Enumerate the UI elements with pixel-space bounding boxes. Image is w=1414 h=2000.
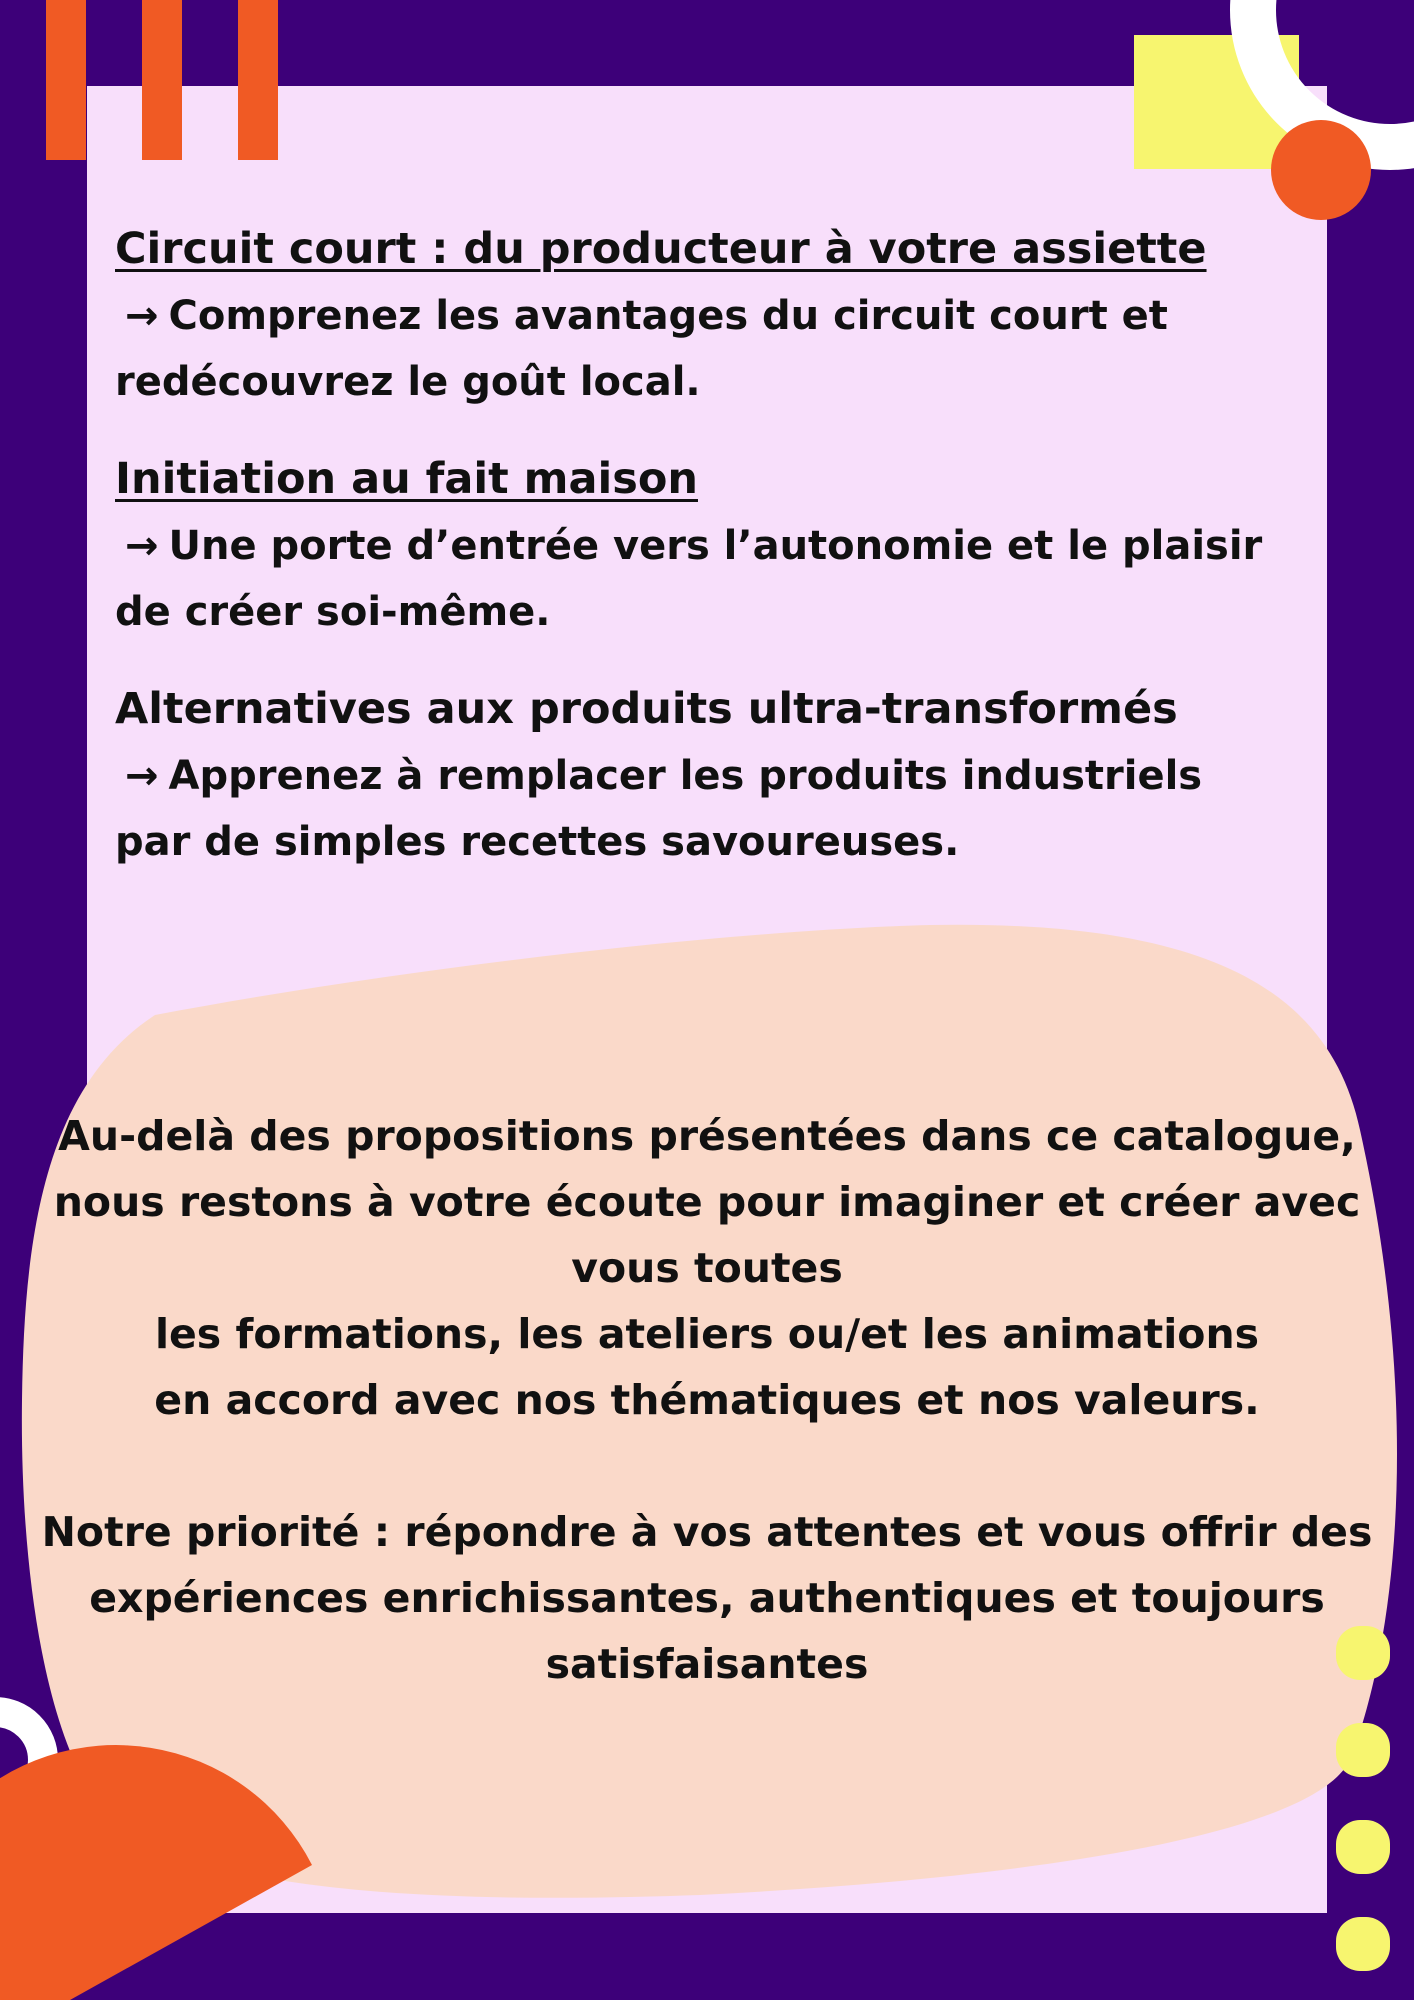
closing-line: Au-delà des propositions présentées dans ce catalogue, (58, 1112, 1356, 1160)
workshop-item (115, 445, 1315, 645)
workshop-title: Initiation au fait maison (115, 454, 698, 504)
closing-line: les formations, les ateliers ou/et les animations (154, 1310, 1260, 1358)
yellow-dot (1336, 1820, 1390, 1874)
workshop-description (115, 743, 1285, 875)
arrow-icon: → (125, 753, 159, 799)
yellow-dot (1336, 1723, 1390, 1777)
spacer (20, 1433, 1394, 1499)
description-text: Comprenez les avantages du circuit court et redécouvrez le goût local. (115, 293, 1168, 405)
workshop-title: Circuit court : du producteur à votre assiette (115, 224, 1207, 274)
closing-line: en accord avec nos thématiques et nos valeurs. (154, 1376, 1260, 1424)
workshop-description (115, 513, 1285, 645)
closing-line: nous restons à votre écoute pour imaginer et créer avec (53, 1178, 1361, 1226)
description-text: Apprenez à remplacer les produits industriels par de simples recettes savoureuses. (115, 753, 1203, 865)
workshop-description (115, 283, 1285, 415)
arrow-icon: → (125, 293, 159, 339)
closing-line: satisfaisantes (545, 1640, 869, 1688)
closing-message (20, 1103, 1394, 1697)
description-text: Une porte d’entrée vers l’autonomie et le plaisir de créer soi-même. (115, 523, 1263, 635)
workshop-item (115, 675, 1315, 875)
workshop-item (115, 215, 1315, 415)
arrow-icon: → (125, 523, 159, 569)
workshop-title: Alternatives aux produits ultra-transformés (115, 684, 1178, 734)
closing-line: expériences enrichissantes, authentiques et toujours (89, 1574, 1325, 1622)
workshop-list (115, 215, 1315, 905)
closing-line: vous toutes (571, 1244, 843, 1292)
yellow-dot (1336, 1917, 1390, 1971)
closing-line: Notre priorité : répondre à vos attentes et vous offrir des (41, 1508, 1373, 1556)
